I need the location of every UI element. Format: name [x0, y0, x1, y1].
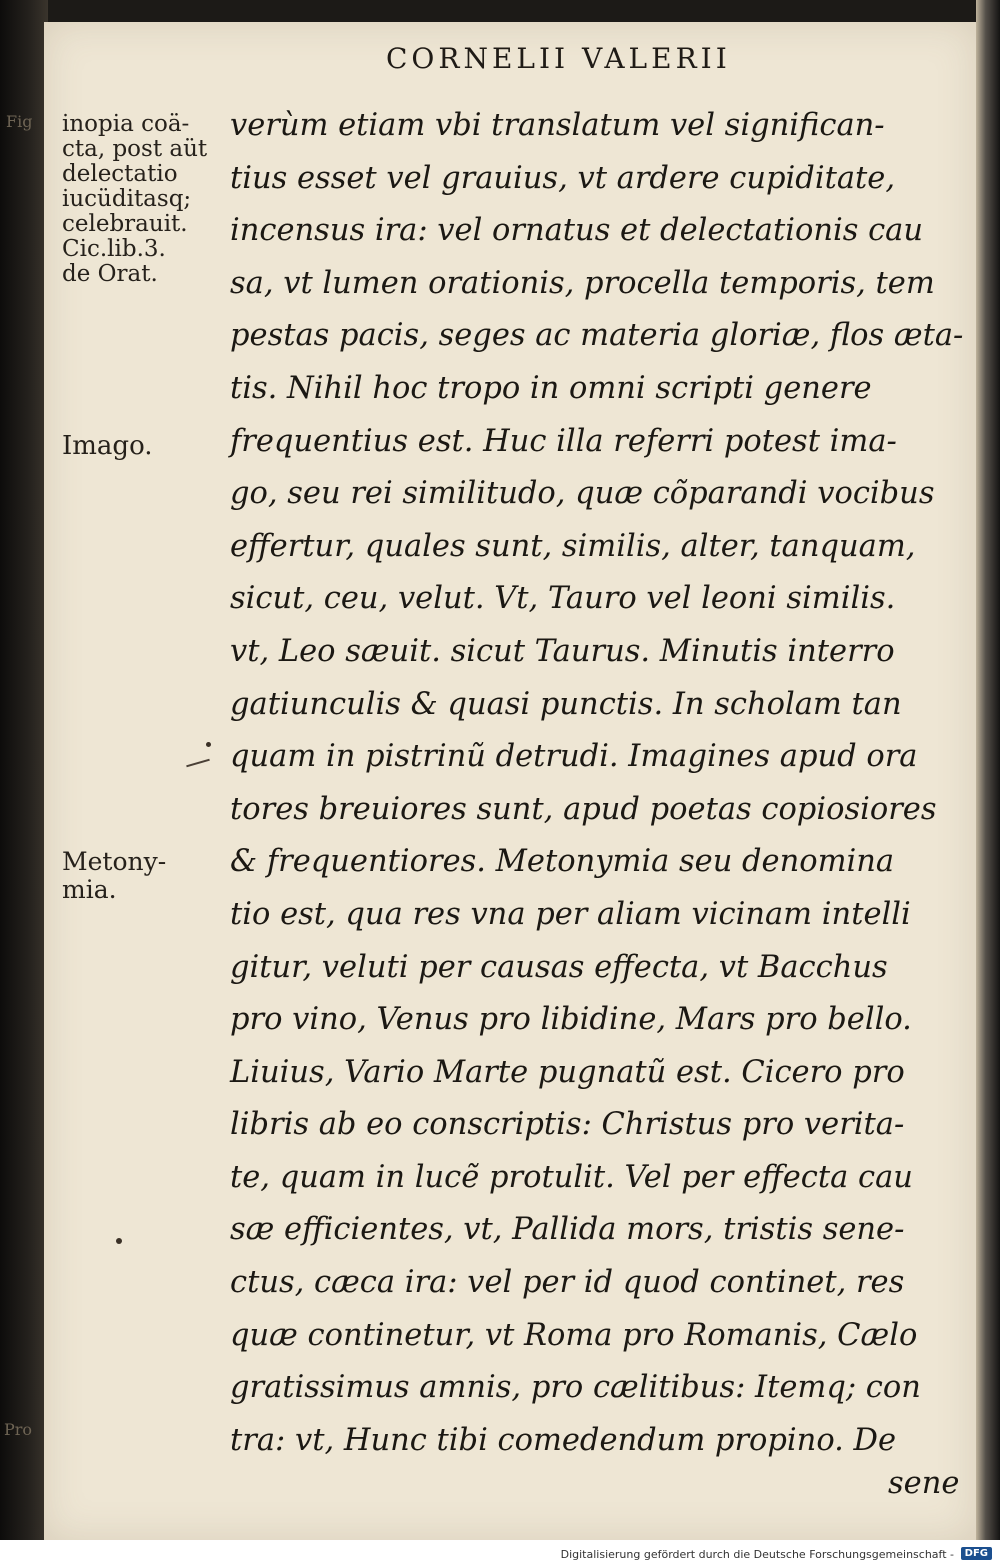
- margin-note-line: cta, post aüt: [62, 136, 208, 162]
- book-gutter-shadow: [0, 0, 48, 1567]
- text-line: sicut, ceu, velut. Vt, Tauro vel leoni similis.: [230, 581, 896, 617]
- text-line: vt, Leo sæuit. sicut Taurus. Minutis interro: [230, 633, 895, 669]
- body-text: [230, 100, 965, 1467]
- text-line: ctus, cæca ira: vel per id quod continet, res: [230, 1265, 905, 1301]
- dfg-logo: DFG: [961, 1547, 992, 1560]
- margin-note-line: Metony-: [62, 847, 167, 876]
- text-line: tis. Nihil hoc tropo in omni scripti genere: [230, 370, 872, 406]
- margin-note-imago: [62, 431, 232, 461]
- margin-note-line: mia.: [62, 875, 117, 904]
- bleed-through-mark: Pro: [4, 1420, 33, 1439]
- text-line: te, quam in lucẽ protulit. Vel per effecta cau: [230, 1159, 913, 1195]
- text-line: tius esset vel grauius, vt ardere cupiditate,: [230, 160, 896, 196]
- text-line: sæ efficientes, vt, Pallida mors, tristis sene-: [230, 1212, 905, 1248]
- text-line: effertur, quales sunt, similis, alter, tanquam,: [230, 528, 916, 564]
- text-line: pestas pacis, seges ac materia gloriæ, flos æta-: [230, 318, 964, 354]
- text-line: sa, vt lumen orationis, procella temporis, tem: [230, 265, 935, 301]
- text-line: tra: vt, Hunc tibi comedendum propino. De: [230, 1422, 897, 1458]
- text-line: tores breuiores sunt, apud poetas copiosiores: [230, 791, 937, 827]
- margin-note-metonymia: [62, 848, 232, 904]
- digitization-credit: Digitalisierung gefördert durch die Deutsche Forschungsgemeinschaft -: [560, 1548, 954, 1561]
- text-line: go, seu rei similitudo, quæ cõparandi vocibus: [230, 476, 935, 512]
- ink-speck: [116, 1238, 122, 1244]
- text-line: gatiunculis & quasi punctis. In scholam tan: [230, 686, 902, 722]
- text-line: pro vino, Venus pro libidine, Mars pro bello.: [230, 1002, 912, 1038]
- bleed-through-mark: Fig: [6, 112, 33, 131]
- margin-note-line: inopia coä-: [62, 111, 190, 137]
- text-line: gitur, veluti per causas effecta, vt Bacchus: [230, 949, 888, 985]
- catchword: sene: [888, 1466, 960, 1501]
- margin-note-line: Cic.lib.3.: [62, 236, 166, 262]
- text-line: gratissimus amnis, pro cælitibus: Itemq; con: [230, 1370, 921, 1406]
- margin-note-line: iucüditasq;: [62, 186, 192, 212]
- text-line: incensus ira: vel ornatus et delectationis cau: [230, 213, 923, 249]
- running-head: CORNELII VALERII: [386, 42, 731, 75]
- ink-speck: [206, 742, 211, 747]
- text-line: quam in pistrinũ detrudi. Imagines apud ora: [230, 739, 918, 775]
- text-line: Liuius, Vario Marte pugnatũ est. Cicero pro: [230, 1054, 905, 1090]
- page-edge-shadow: [976, 0, 1000, 1540]
- text-line: & frequentiores. Metonymia seu denomina: [230, 844, 895, 880]
- text-line: libris ab eo conscriptis: Christus pro verita-: [230, 1107, 905, 1143]
- text-line: frequentius est. Huc illa referri potest ima-: [230, 423, 897, 459]
- text-line: tio est, qua res vna per aliam vicinam intelli: [230, 896, 911, 932]
- margin-note-line: Imago.: [62, 431, 153, 461]
- margin-note-line: de Orat.: [62, 261, 158, 287]
- margin-note-inopia: [62, 112, 232, 287]
- margin-note-line: delectatio: [62, 161, 178, 187]
- text-line: quæ continetur, vt Roma pro Romanis, Cælo: [230, 1317, 918, 1353]
- text-line: verùm etiam vbi translatum vel significan-: [230, 108, 885, 143]
- margin-note-line: celebrauit.: [62, 211, 188, 237]
